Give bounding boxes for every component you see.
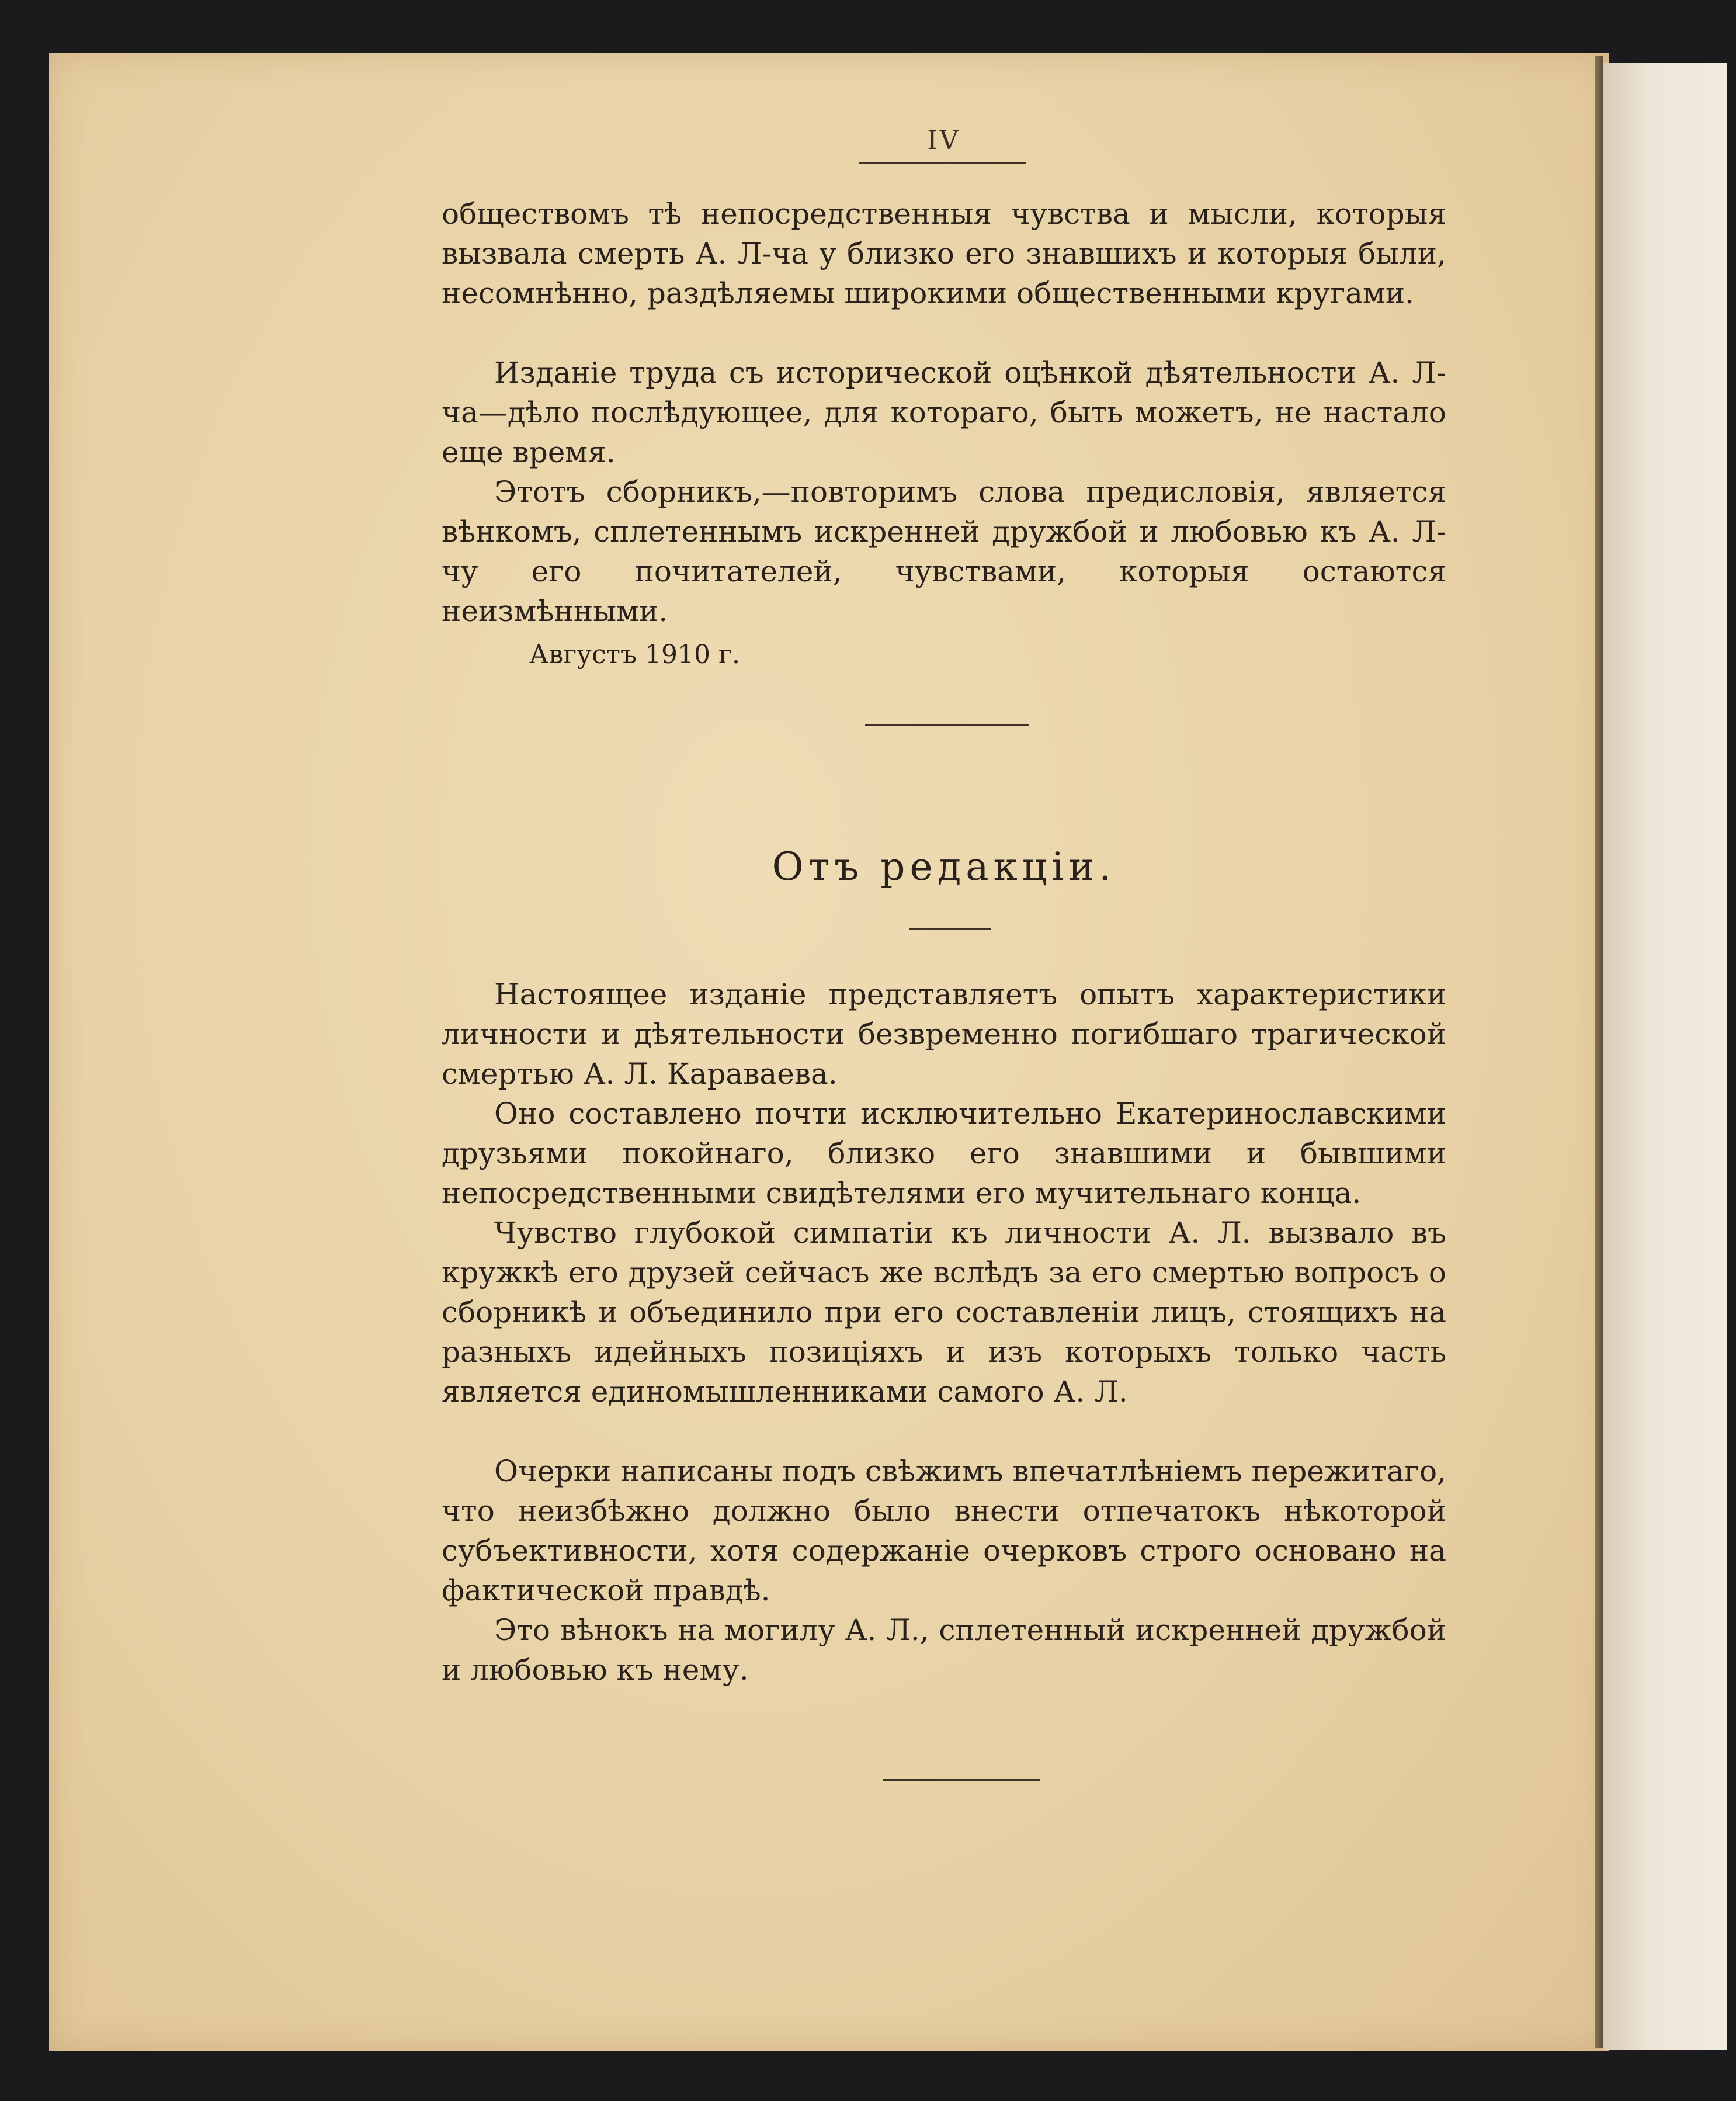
- section-divider: [865, 724, 1029, 726]
- title-underline: [909, 928, 991, 930]
- end-rule: [883, 1779, 1040, 1781]
- scan-background: [49, 2051, 1736, 2101]
- editorial-paragraph: Оно составлено почти исключительно Екатеринославскими друзьями покойнаго, близко его знавшими и бывшими непосредственными свидѣтелями его мучительнаго конца.: [442, 1097, 1446, 1210]
- section-title: Отъ редакціи.: [772, 844, 1116, 889]
- preface-date: Августъ 1910 г.: [529, 640, 741, 670]
- book-spine-edge: [1595, 56, 1603, 2048]
- preface-paragraph: обществомъ тѣ непосредственныя чувства и мысли, которыя вызвала смерть А. Л-ча у близко его знавшихъ и которыя были, несомнѣнно, раздѣляемы широкими общественными кругами.: [442, 197, 1446, 310]
- editorial-paragraph: Очерки написаны подъ свѣжимъ впечатлѣніемъ пережитаго, что неизбѣжно должно было внести отпечатокъ нѣкоторой субъективности, хотя содержаніе очерковъ строго основано на фактической правдѣ.: [442, 1454, 1446, 1607]
- page-number: IV: [927, 126, 961, 155]
- header-rule: [859, 162, 1026, 164]
- editorial-paragraph: Настоящее изданіе представляетъ опытъ характеристики личности и дѣятельности безвременно погибшаго трагической смертью А. Л. Караваева.: [442, 977, 1446, 1091]
- editorial-paragraph: Чувство глубокой симпатіи къ личности А. Л. вызвало въ кружкѣ его друзей сейчасъ же вслѣдъ за его смертью вопросъ о сборникѣ и объединило при его составленіи лицъ, стоящихъ на разныхъ идейныхъ позиціяхъ и изъ которыхъ только часть является единомышленниками самого А. Л.: [442, 1216, 1446, 1409]
- next-page-edge: [1603, 63, 1727, 2050]
- preface-paragraph: Изданіе труда съ исторической оцѣнкой дѣятельности А. Л-ча—дѣло послѣдующее, для котораго, быть можетъ, не настало еще время.: [442, 356, 1446, 469]
- editorial-paragraph: Это вѣнокъ на могилу А. Л., сплетенный искренней дружбой и любовью къ нему.: [442, 1613, 1446, 1687]
- preface-paragraph: Этотъ сборникъ,—повторимъ слова предисловія, является вѣнкомъ, сплетеннымъ искренней дружбой и любовью къ А. Л-чу его почитателей, чувствами, которыя остаются неизмѣнными.: [442, 475, 1446, 628]
